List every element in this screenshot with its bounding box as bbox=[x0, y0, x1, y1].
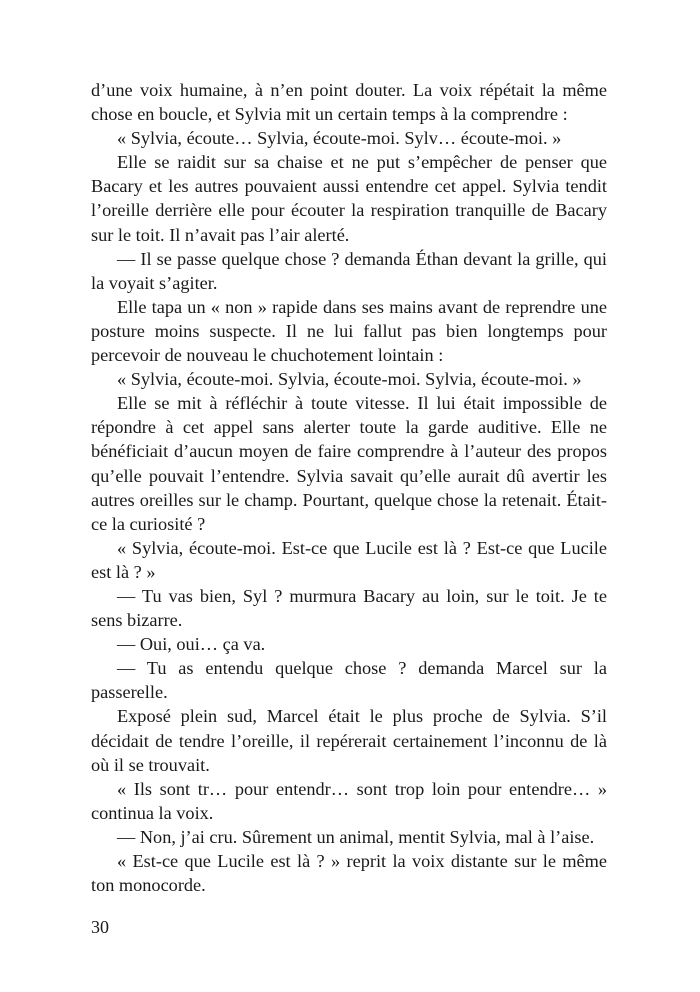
paragraph: Elle se mit à réfléchir à toute vitesse. Il lui était impossible de répondre à cet appel sans alerter toute la garde auditive. Elle ne bénéficiait d’aucun moyen de faire comprendre à l’auteur des propos qu’elle pouvait l’entendre. Sylvia savait qu’elle aurait dû avertir les autres oreilles sur le champ. Pourtant, quelque chose la retenait. Était-ce la curiosité ? bbox=[91, 393, 607, 534]
paragraph: « Sylvia, écoute… Sylvia, écoute-moi. Sylv… écoute-moi. » bbox=[117, 128, 562, 149]
paragraph: — Il se passe quelque chose ? demanda Éthan devant la grille, qui la voyait s’agiter. bbox=[91, 248, 607, 293]
paragraph: « Sylvia, écoute-moi. Est-ce que Lucile est là ? Est-ce que Lucile est là ? » bbox=[91, 537, 607, 582]
paragraph: « Sylvia, écoute-moi. Sylvia, écoute-moi. Sylvia, écoute-moi. » bbox=[117, 369, 582, 390]
page-number: 30 bbox=[91, 917, 109, 937]
paragraph: d’une voix humaine, à n’en point douter. La voix répétait la même chose en boucle, et Sylvia mit un certain temps à la comprendre : bbox=[91, 80, 607, 125]
page-body bbox=[91, 78, 607, 897]
paragraph: — Tu as entendu quelque chose ? demanda Marcel sur la passerelle. bbox=[91, 658, 607, 703]
paragraph: — Tu vas bien, Syl ? murmura Bacary au loin, sur le toit. Je te sens bizarre. bbox=[91, 585, 607, 631]
paragraph: Elle se raidit sur sa chaise et ne put s’empêcher de penser que Bacary et les autres pouvaient aussi entendre cet appel. Sylvia tendit l’oreille derrière elle pour écouter la respiration tranquille de Bacary sur le toit. Il n’avait pas l’air alerté. bbox=[91, 152, 607, 245]
paragraph: « Est-ce que Lucile est là ? » reprit la voix distante sur le même ton monocorde. bbox=[91, 851, 607, 896]
paragraph: « Ils sont tr… pour entendr… sont trop loin pour entendre… » continua la voix. bbox=[91, 778, 607, 823]
paragraph: Elle tapa un « non » rapide dans ses mains avant de reprendre une posture moins suspecte. Il ne lui fallut pas bien longtemps pour percevoir de nouveau le chuchotement lointain : bbox=[91, 296, 607, 366]
paragraph: — Oui, oui… ça va. bbox=[117, 634, 266, 655]
paragraph: — Non, j’ai cru. Sûrement un animal, mentit Sylvia, mal à l’aise. bbox=[117, 826, 595, 847]
paragraph: Exposé plein sud, Marcel était le plus proche de Sylvia. S’il décidait de tendre l’oreille, il repérerait certainement l’inconnu de là où il se trouvait. bbox=[91, 706, 607, 775]
